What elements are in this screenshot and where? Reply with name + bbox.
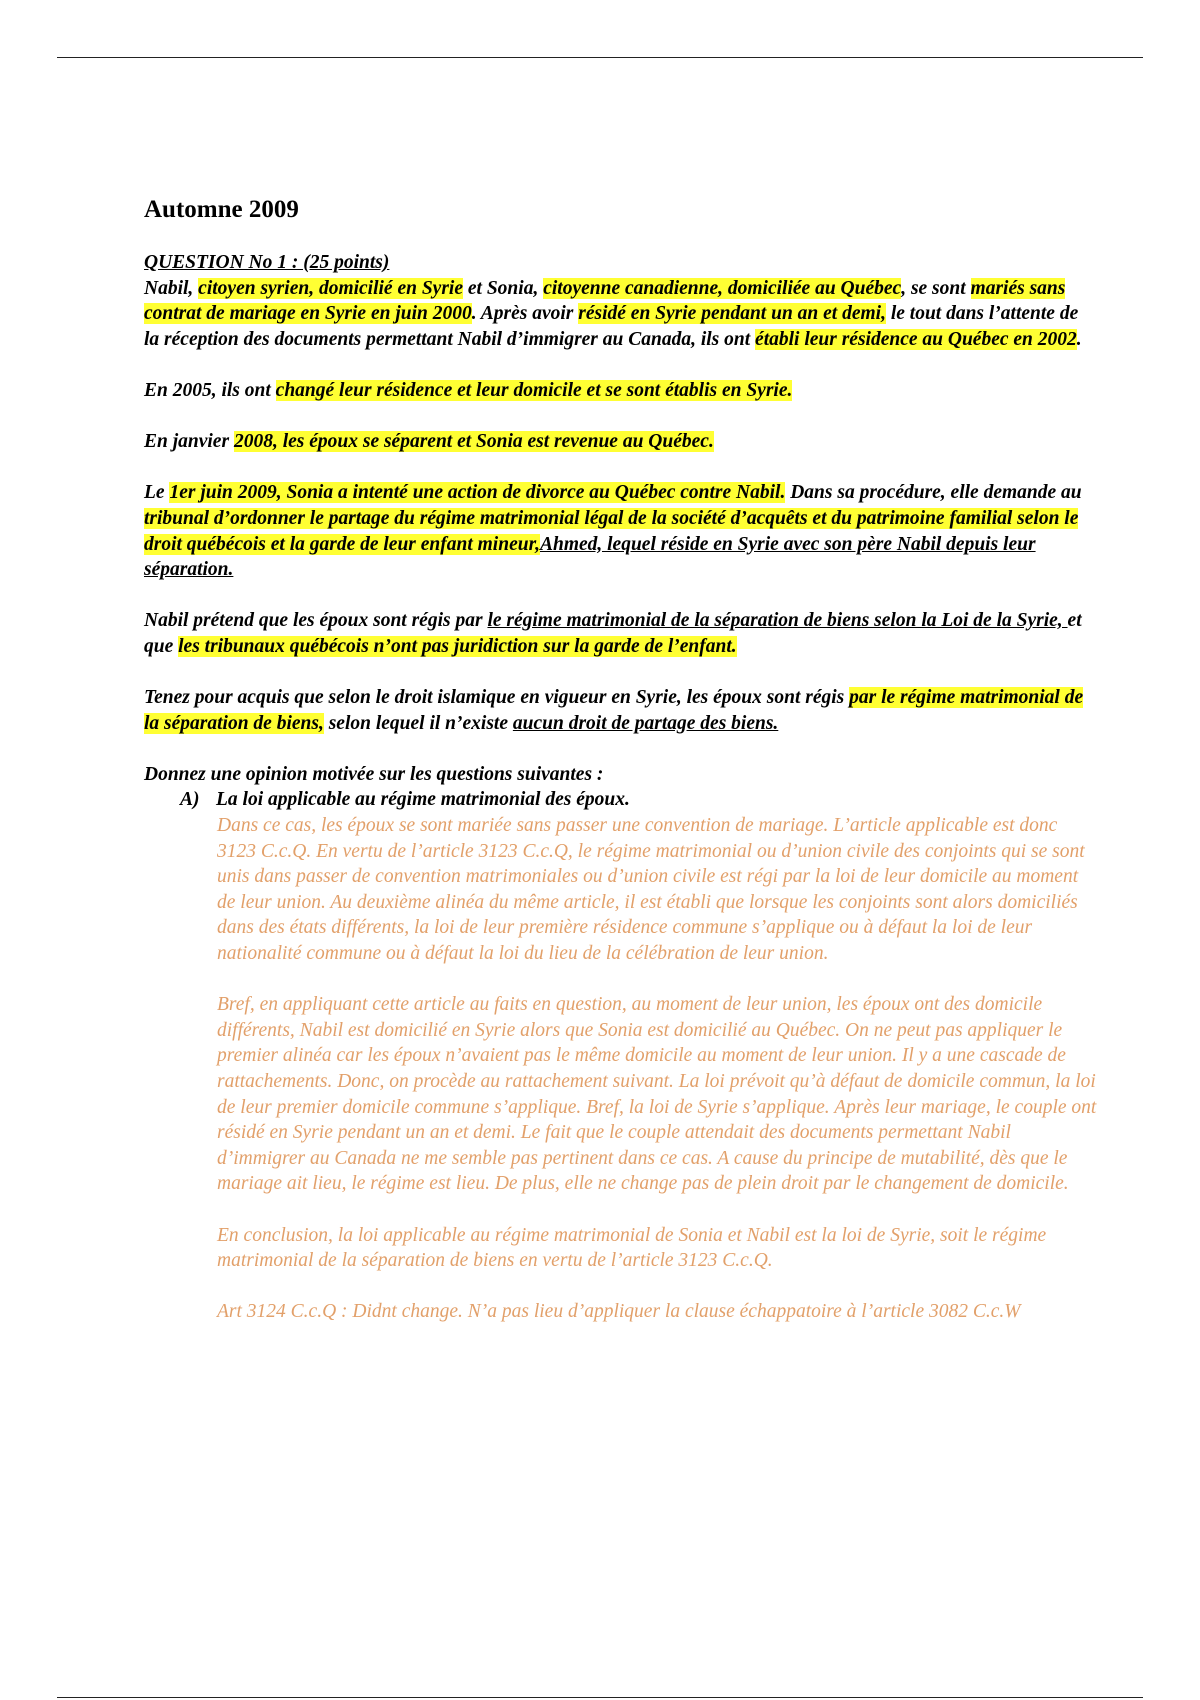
question-paragraph-6: [144, 685, 1094, 736]
highlighted-text: 1er juin 2009, Sonia a intenté une action de divorce au Québec contre Nabil.: [169, 482, 786, 504]
text-run: En 2005, ils ont: [144, 379, 276, 401]
question-paragraph-3: [144, 429, 1094, 455]
highlighted-text: établi leur résidence au Québec en 2002: [755, 328, 1077, 350]
underlined-text: Ahmed, lequel réside en Syrie avec son père Nabil depuis leur séparation.: [144, 533, 1036, 581]
text-run: Tenez pour acquis que selon le droit islamique en vigueur en Syrie, les époux sont régis: [144, 687, 850, 709]
text-run: .: [1076, 328, 1082, 350]
underlined-text: aucun droit de partage des biens.: [512, 712, 779, 734]
question-paragraph-1: [144, 278, 1082, 350]
highlighted-text: résidé en Syrie pendant un an et demi,: [578, 303, 886, 325]
text-run: selon lequel il n’existe: [323, 712, 513, 734]
text-run: et Sonia,: [463, 277, 544, 299]
text-run: Dans sa procédure, elle demande au: [785, 482, 1082, 504]
document-page: [144, 196, 1097, 1351]
highlighted-text: changé leur résidence et leur domicile et se sont établis en Syrie.: [275, 379, 793, 401]
highlighted-text: tribunal d’ordonner le partage du régime matrimonial légal de la société d’acquêts et du patrimoine familial selon le droit québécois et la garde de leur enfant mineur,: [144, 507, 1079, 555]
text-run: , se sont: [901, 277, 971, 299]
answer-block: [217, 813, 1097, 1325]
sub-question-a: [180, 787, 1094, 813]
sub-question-text: La loi applicable au régime matrimonial des époux.: [216, 789, 630, 811]
answer-paragraph-2: Bref, en appliquant cette article au faits en question, au moment de leur union, les époux ont des domicile différents, Nabil est domicilié en Syrie alors que Sonia est domicilié au Québec. On ne peut pas appliquer le premier alinéa car les époux n’avaient pas le même domicile au moment de leur union. Il y a une cascade de rattachements. Donc, on procède au rattachement suivant. La loi prévoit qu’à défaut de domicile commun, la loi de leur premier domicile commune s’applique. Bref, la loi de Syrie s’applique. Après leur mariage, le couple ont résidé en Syrie pendant un an et demi. Le fait que le couple attendait des documents permettant Nabil d’immigrer au Canada ne me semble pas pertinent dans ce cas. A cause du principe de mutabilité, dès que le mariage ait lieu, le régime est lieu. De plus, elle ne change pas de plein droit par le changement de domicile.: [217, 994, 1097, 1195]
page-title: Automne 2009: [144, 196, 299, 223]
text-run: Nabil,: [144, 277, 199, 299]
question-paragraph-4: [144, 480, 1094, 582]
highlighted-text: citoyenne canadienne, domiciliée au Québec: [543, 277, 902, 299]
instruction-line: Donnez une opinion motivée sur les questions suivantes :: [144, 763, 604, 785]
text-run: En janvier: [144, 431, 234, 453]
text-run: et que: [144, 610, 1082, 657]
text-run: le tout dans l’attente de la réception des documents permettant Nabil d’immigrer au Canada, ils ont: [144, 303, 1079, 350]
text-run: Le: [144, 482, 170, 504]
answer-paragraph-4: Art 3124 C.c.Q : Didnt change. N’a pas lieu d’appliquer la clause échappatoire à l’article 3082 C.c.W: [217, 1301, 1021, 1323]
question-paragraph-5: [144, 608, 1094, 659]
header-rule: [57, 57, 1143, 58]
text-run: . Après avoir: [471, 303, 579, 325]
highlighted-text: 2008, les époux se séparent et Sonia est revenue au Québec.: [233, 431, 714, 453]
highlighted-text: mariés sans contrat de mariage en Syrie en juin 2000: [144, 277, 1066, 325]
text-run: Nabil prétend que les époux sont régis par: [144, 610, 488, 632]
question-block: [144, 250, 1094, 813]
highlighted-text: par le régime matrimonial de la séparation de biens,: [144, 687, 1084, 734]
highlighted-text: citoyen syrien, domicilié en Syrie: [198, 277, 464, 299]
footer-rule: [57, 1697, 1143, 1698]
question-header: QUESTION No 1 : (25 points): [144, 252, 390, 273]
underlined-text: le régime matrimonial de la séparation de biens selon la Loi de la Syrie,: [487, 610, 1068, 632]
highlighted-text: les tribunaux québécois n’ont pas juridiction sur la garde de l’enfant.: [178, 635, 737, 657]
sub-question-letter: A): [180, 789, 200, 811]
question-paragraph-2: [144, 378, 1094, 404]
answer-paragraph-3: En conclusion, la loi applicable au régime matrimonial de Sonia et Nabil est la loi de Syrie, soit le régime matrimonial de la séparation de biens en vertu de l’article 3123 C.c.Q.: [217, 1224, 1047, 1272]
answer-paragraph-1: Dans ce cas, les époux se sont mariée sans passer une convention de mariage. L’article applicable est donc 3123 C.c.Q. En vertu de l’article 3123 C.c.Q, le régime matrimonial ou d’union civile des conjoints qui se sont unis dans passer de convention matrimoniales ou d’union civile est régi par la loi de leur domicile au moment de leur union. Au deuxième alinéa du même article, il est établi que lorsque les conjoints sont alors domiciliés dans des états différents, la loi de leur première résidence commune s’applique ou à défaut la loi de leur nationalité commune ou à défaut la loi du lieu de la célébration de leur union.: [217, 815, 1085, 965]
